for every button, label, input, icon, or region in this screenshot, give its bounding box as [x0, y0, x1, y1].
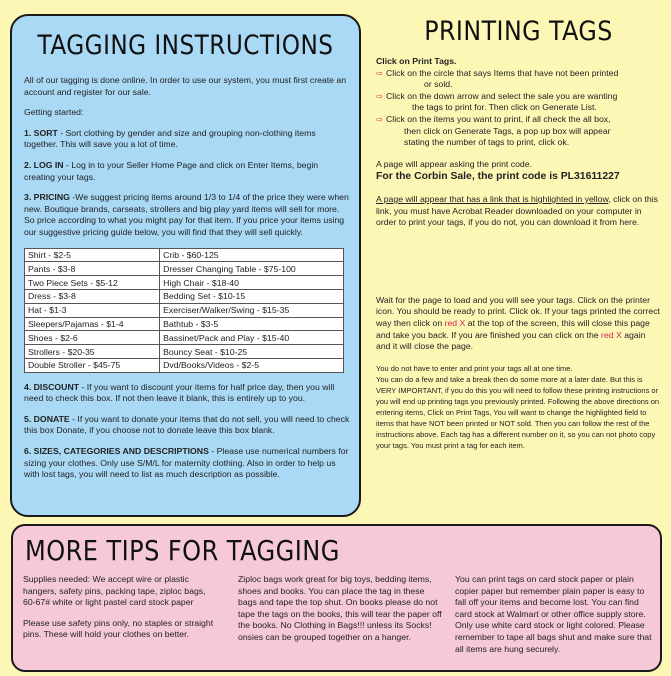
printing-body — [376, 56, 661, 451]
pins-text: Please use safety pins only, no staples or straight pins. These will hold your clothes on better. — [23, 617, 214, 640]
login-text: - Log in to your Seller Home Page and click on Enter Items, begin creating your tags. — [24, 159, 319, 182]
acrobat-text: , click on this link, you must have Acrobat Reader downloaded on your computer in order to print your tags, if you do not, you can download it from here. — [376, 193, 659, 228]
arrow-icon: ⇨ — [376, 114, 383, 124]
arrow-icon: ⇨ — [376, 91, 383, 101]
price-cell: Shirt - $2-5 — [25, 248, 160, 262]
note-text: You do not have to enter and print your tags all at one time. — [376, 363, 573, 373]
discount-label: 4. DISCOUNT — [24, 381, 80, 392]
supplies-text: Supplies needed: We accept wire or plastic hangers, safety pins, packing tape, ziploc bags, 60-67# white or light pastel card stock paper — [23, 574, 206, 608]
price-cell: Pants - $3-8 — [25, 262, 160, 276]
cardstock-text: You can print tags on card stock paper or plain copier paper but remember plain paper is easy to fall off your items and become lost. You can find card stock at Walmart or other office supply store. Only use white card stock or light colored. Please remember to tape all bags shut and make sure that all items are hung securely. — [455, 574, 652, 654]
wait-text: Wait for the page to load and you will see your tags. Click on the printer icon. You should be ready to print. Click ok. If your tags printed the correct way then click on — [376, 294, 660, 328]
donate-text: - If you want to donate your items that do not sell, you will need to check this box Donate, if you choose not to donate leave this box blank. — [24, 413, 350, 436]
click-print-tags: Click on Print Tags. — [376, 56, 457, 66]
getting-started: Getting started: — [24, 107, 84, 118]
price-cell: Sleepers/Pajamas - $1-4 — [25, 317, 160, 331]
tagging-body — [24, 75, 350, 490]
wait-paragraph — [376, 295, 661, 353]
print-step — [376, 68, 661, 91]
price-cell: Shoes - $2-6 — [25, 331, 160, 345]
printing-title: PRINTING TAGS — [424, 16, 613, 47]
intro-text: All of our tagging is done online. In order to use our system, you must first create an account and register for our sale. — [24, 75, 347, 97]
step-text: then click on Generate Tags, a pop up box will appear — [404, 125, 611, 136]
print-step — [376, 114, 661, 149]
step-text: Click on the items you want to print, if all check the all box, — [386, 113, 611, 124]
price-row — [25, 276, 344, 290]
price-cell: Exerciser/Walker/Swing - $15-35 — [160, 303, 344, 317]
price-row — [25, 358, 344, 372]
donate-label: 5. DONATE — [24, 413, 70, 424]
wait-text: at the top of the screen, this will close this page and take you back. If you are finished you can click on the — [376, 317, 650, 340]
sizes-text: - Please use numerical numbers for sizing your clothes. Only use S/M/L for maternity clothing. Also in order to help us with lost tags, you will need to list as much description as possible. — [24, 446, 349, 480]
tips-column-bags — [238, 574, 443, 653]
step-discount — [24, 382, 350, 405]
discount-text: - If you want to discount your items for half price day, then you will need to check this box. If not then leave it blank, this is entirely up to you. — [24, 381, 335, 404]
more-tips-panel — [11, 524, 662, 672]
sizes-label: 6. SIZES, CATEGORIES AND DESCRIPTIONS — [24, 446, 209, 457]
tips-column-cardstock — [455, 574, 655, 664]
price-cell: Dresser Changing Table - $75-100 — [160, 262, 344, 276]
price-row — [25, 289, 344, 303]
price-cell: Two Piece Sets - $5-12 — [25, 276, 160, 290]
price-row — [25, 345, 344, 359]
step-pricing — [24, 192, 350, 238]
price-cell: Bouncy Seat - $10-25 — [160, 345, 344, 359]
important-note: You can do a few and take a break then do some more at a later date. But this is VERY IMPORTANT, if you do this you will need to follow these printing instructions or you will end up printing tags you previously printed. Following the above directions on entering items, Click on Print Tags, You will want to change the highlighted field to items that have NOT been printed or NOT sold. Then you can follow the rest of the instructions above. Each tag has a different number on it, so you can not photo copy your tags. You must print a tag for each item. — [376, 374, 660, 450]
step-donate — [24, 414, 350, 437]
step-sizes — [24, 446, 350, 481]
printing-tags-section — [376, 16, 661, 451]
price-cell: Crib - $60-125 — [160, 248, 344, 262]
step-login — [24, 160, 350, 183]
red-x-text: red X — [444, 317, 466, 328]
step-text: or sold. — [424, 79, 453, 90]
price-cell: Bedding Set - $10-15 — [160, 289, 344, 303]
arrow-icon: ⇨ — [376, 68, 383, 78]
price-row — [25, 317, 344, 331]
print-step — [376, 91, 661, 114]
price-row — [25, 262, 344, 276]
step-text: Click on the circle that says Items that have not been printed — [386, 67, 619, 78]
tips-title: MORE TIPS FOR TAGGING — [25, 534, 340, 567]
print-code-line: For the Corbin Sale, the print code is PL31611227 — [376, 171, 620, 183]
login-label: 2. LOG IN — [24, 159, 64, 170]
price-row — [25, 303, 344, 317]
price-cell: Dress - $3-8 — [25, 289, 160, 303]
highlighted-link-text: A page will appear that has a link that is highlighted in yellow — [376, 193, 609, 204]
sort-text: - Sort clothing by gender and size and grouping non-clothing items together. This will save you a lot of time. — [24, 127, 316, 150]
sort-label: 1. SORT — [24, 127, 58, 138]
price-cell: Hat - $1-3 — [25, 303, 160, 317]
acrobat-paragraph — [376, 194, 661, 229]
appear-code-text: A page will appear asking the print code. — [376, 158, 532, 169]
step-sort — [24, 128, 350, 151]
price-row — [25, 248, 344, 262]
wait-text: again and it will close the page. — [376, 329, 646, 352]
price-cell: Double Stroller - $45-75 — [25, 358, 160, 372]
pricing-label: 3. PRICING — [24, 192, 70, 203]
step-text: stating the number of tags to print, click ok. — [404, 137, 570, 148]
bags-text: Ziploc bags work great for big toys, bedding items, shoes and books. You can place the tag in these bags and tape the top shut. On books please do not tape the tags on the books, this will tear the paper off the books. No Clothing in Bags!!! unless its Socks! onsies can be grouped together on a hanger. — [238, 574, 442, 642]
price-row — [25, 331, 344, 345]
tagging-title: TAGGING INSTRUCTIONS — [37, 30, 334, 61]
price-cell: Bathtub - $3-5 — [160, 317, 344, 331]
step-text: the tags to print for. Then click on Generate List. — [412, 102, 597, 113]
pricing-text: -We suggest pricing items around 1/3 to 1/4 of the price they were when new. Boutique brands, carseats, strollers and big play yard items will sell for more. So price according to what you might pay for that item. If you price your items using our suggestive pricing guide below, you will find that they will sell quickly. — [24, 192, 349, 237]
price-cell: Dvd/Books/Videos - $2-5 — [160, 358, 344, 372]
price-cell: Bassinet/Pack and Play - $15-40 — [160, 331, 344, 345]
red-x-text: red X — [601, 329, 622, 340]
pricing-guide-table — [24, 248, 344, 373]
step-text: Click on the down arrow and select the sale you are wanting — [386, 90, 618, 101]
price-cell: Strollers - $20-35 — [25, 345, 160, 359]
price-cell: High Chair - $18-40 — [160, 276, 344, 290]
tips-column-supplies — [23, 574, 219, 650]
tagging-instructions-panel — [10, 14, 361, 517]
